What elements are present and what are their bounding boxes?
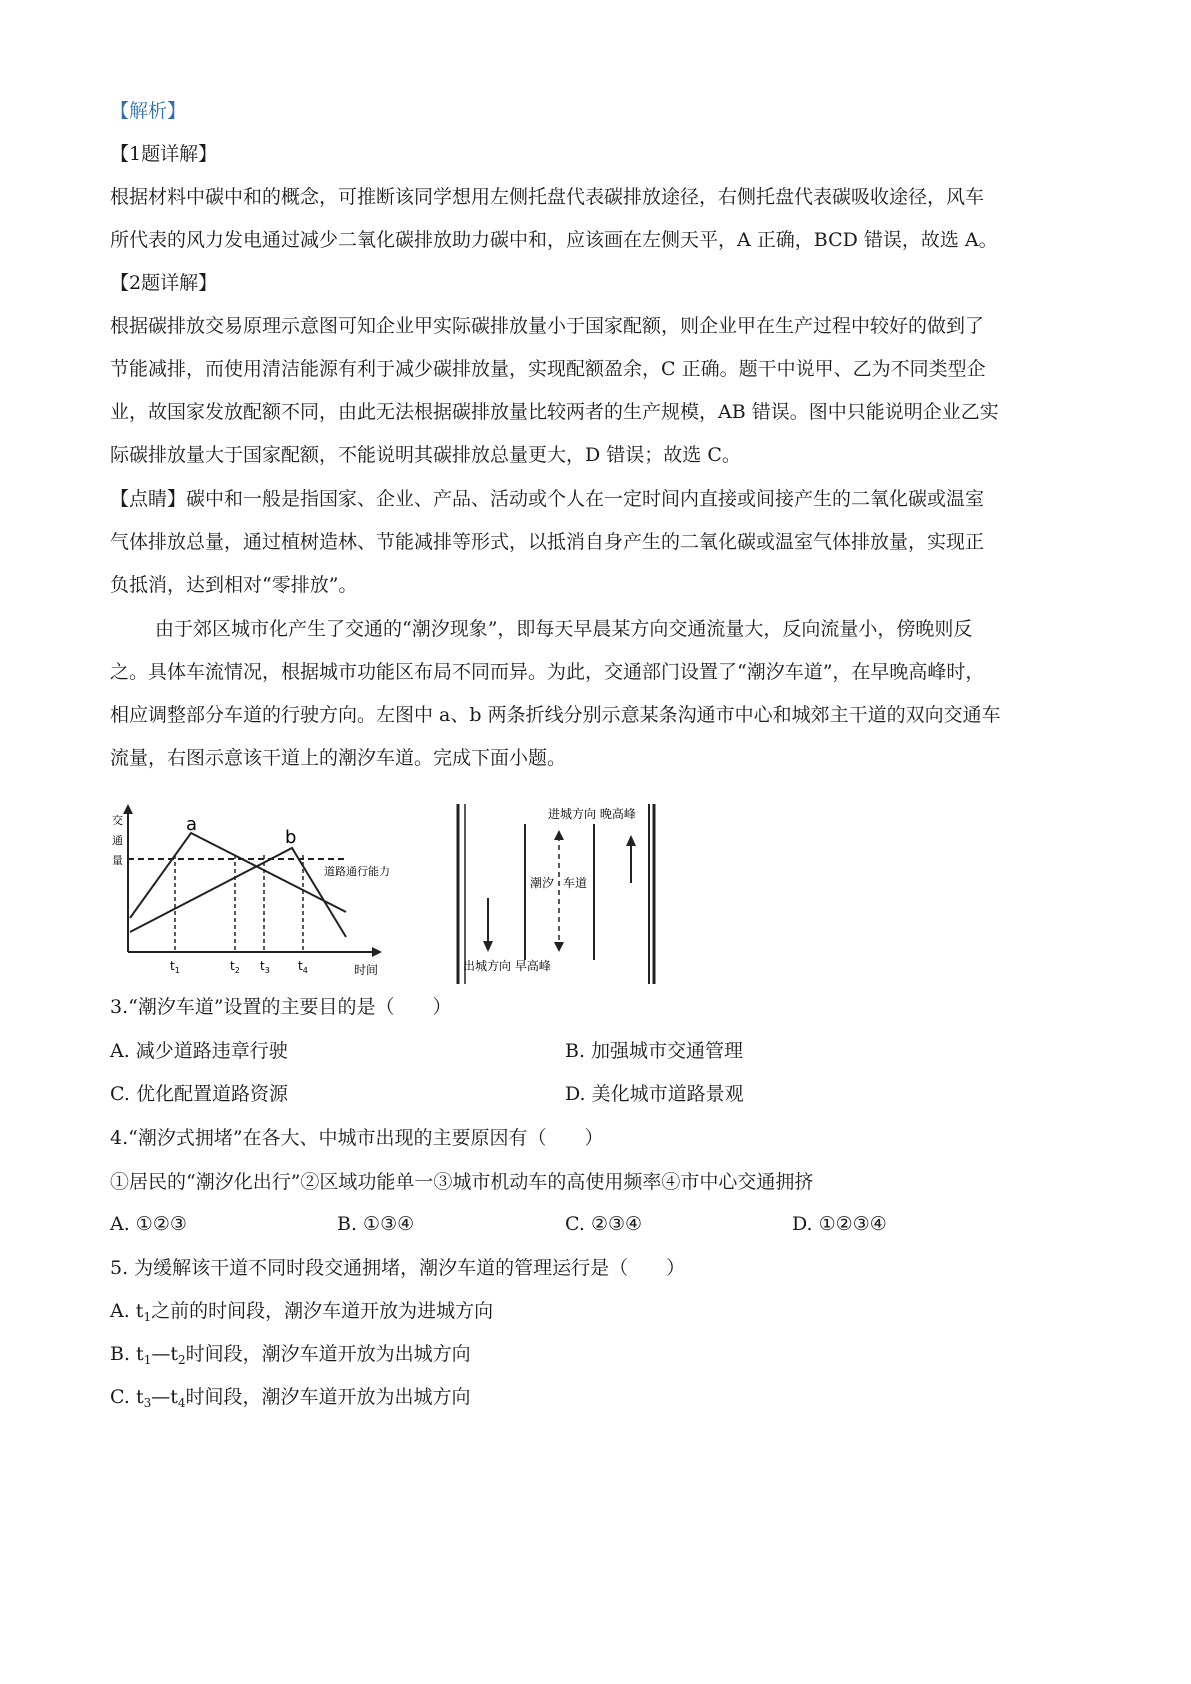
q5-option-c: C. $t_3—t_4$时间段，潮汐车道开放为出城方向 — [110, 1386, 471, 1410]
line-b — [130, 848, 346, 937]
tip-line-2: 气体排放总量，通过植树造林、节能减排等形式，以抵消自身产生的二氧化碳或温室气体排放量，实现正 — [110, 531, 985, 553]
q2-heading: 【2题详解】 — [110, 272, 218, 294]
inbound-arrow-head — [626, 835, 636, 846]
q3-stem: 3.“潮汐车道”设置的主要目的是（ ） — [110, 996, 452, 1018]
material-line-1: 由于郊区城市化产生了交通的“潮汐现象”，即每天早晨某方向交通流量大，反向流量小，傍晚则反 — [155, 618, 973, 640]
q1-line-1: 根据材料中碳中和的概念，可推断该同学想用左侧托盘代表碳排放途径，右侧托盘代表碳吸收途径，风车 — [110, 186, 985, 208]
bottom-label: 出城方向 早高峰 — [463, 959, 551, 973]
capacity-label: 道路通行能力 — [324, 865, 390, 878]
label-b: b — [285, 827, 297, 848]
label-a: a — [186, 814, 198, 835]
tidal-lane-figure — [448, 798, 708, 988]
q1-heading: 【1题详解】 — [110, 143, 218, 165]
tick-t2: $t_2$ — [230, 959, 240, 975]
tidal-arrow-up — [554, 830, 564, 840]
q2-line-1: 根据碳排放交易原理示意图可知企业甲实际碳排放量小于国家配额，则企业甲在生产过程中较好的做到了 — [110, 315, 985, 337]
y-label-1: 交 — [112, 814, 123, 827]
q5-stem: 5. 为缓解该干道不同时段交通拥堵，潮汐车道的管理运行是（ ） — [110, 1257, 686, 1279]
material-line-4: 流量，右图示意该干道上的潮汐车道。完成下面小题。 — [110, 747, 567, 769]
analysis-heading: 【解析】 — [110, 100, 187, 122]
top-label: 进城方向 晚高峰 — [548, 807, 636, 821]
q3-option-a: A. 减少道路违章行驶 — [110, 1040, 288, 1062]
tick-t3: $t_3$ — [260, 959, 270, 975]
tip-line-1: 【点睛】碳中和一般是指国家、企业、产品、活动或个人在一定时间内直接或间接产生的二氧化碳或温室 — [110, 488, 985, 510]
x-axis-label: 时间 — [354, 963, 379, 977]
material-line-3: 相应调整部分车道的行驶方向。左图中 a、b 两条折线分别示意某条沟通市中心和城郊主干道的双向交通车 — [110, 704, 1001, 726]
q4-stem: 4.“潮汐式拥堵”在各大、中城市出现的主要原因有（ ） — [110, 1127, 604, 1149]
q4-items: ①居民的“潮汐化出行”②区域功能单一③城市机动车的高使用频率④市中心交通拥挤 — [110, 1171, 814, 1193]
q5-option-b: B. $t_1—t_2$时间段，潮汐车道开放为出城方向 — [110, 1343, 471, 1367]
x-axis-arrow — [372, 947, 382, 957]
middle-label-1: 潮汐 — [530, 876, 555, 890]
tick-t4: $t_4$ — [298, 959, 308, 975]
y-label-2: 通 — [112, 834, 123, 847]
tidal-arrow-down — [554, 942, 564, 952]
q1-line-2: 所代表的风力发电通过减少二氧化碳排放助力碳中和，应该画在左侧天平，A 正确，BCD 错误，故选 A。 — [110, 229, 998, 251]
q2-line-2: 节能减排，而使用清洁能源有利于减少碳排放量，实现配额盈余，C 正确。题干中说甲、乙为不同类型企 — [110, 358, 986, 380]
tip-line-3: 负抵消，达到相对“零排放”。 — [110, 574, 358, 596]
y-axis-arrow — [123, 804, 133, 814]
q3-option-b: B. 加强城市交通管理 — [565, 1040, 744, 1062]
traffic-flow-figure — [108, 798, 408, 988]
q5-option-a: A. $t_1$之前的时间段，潮汐车道开放为进城方向 — [110, 1300, 494, 1324]
middle-label-2: 车道 — [563, 876, 588, 890]
q3-option-d: D. 美化城市道路景观 — [565, 1083, 744, 1105]
q4-option-d: D. ①②③④ — [792, 1213, 887, 1235]
material-line-2: 之。具体车流情况，根据城市功能区布局不同而异。为此，交通部门设置了“潮汐车道”，在早晚高峰时， — [110, 661, 985, 683]
tick-t1: $t_1$ — [170, 959, 180, 975]
y-label-3: 量 — [112, 854, 123, 867]
q2-line-4: 际碳排放量大于国家配额，不能说明其碳排放总量更大，D 错误；故选 C。 — [110, 444, 741, 466]
outbound-arrow-head — [483, 941, 493, 952]
q4-option-a: A. ①②③ — [110, 1213, 187, 1235]
q3-option-c: C. 优化配置道路资源 — [110, 1083, 288, 1105]
q2-line-3: 业，故国家发放配额不同，由此无法根据碳排放量比较两者的生产规模，AB 错误。图中只能说明企业乙实 — [110, 401, 999, 423]
q4-option-b: B. ①③④ — [337, 1213, 415, 1235]
q4-option-c: C. ②③④ — [565, 1213, 643, 1235]
